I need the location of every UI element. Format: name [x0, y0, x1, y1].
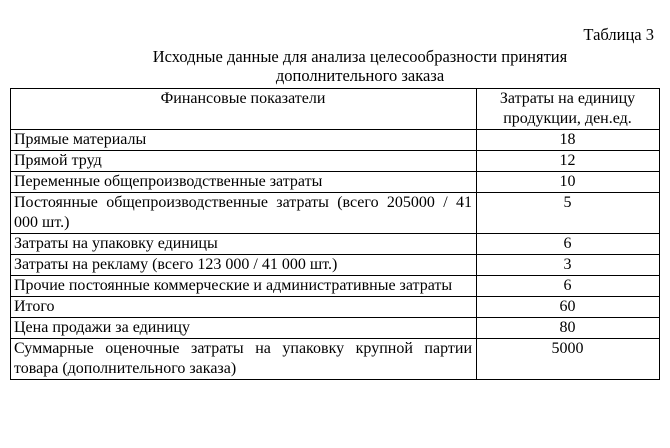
table-row — [11, 172, 660, 193]
header-financial-indicators: Финансовые показатели — [11, 89, 477, 130]
row-label: Суммарные оценочные затраты на упаковку крупной партии товара (дополнительного заказа) — [11, 339, 477, 380]
table-row — [11, 151, 660, 172]
row-label: Постоянные общепроизводственные затраты (всего 205000 / 41 000 шт.) — [11, 193, 477, 234]
row-value: 3 — [477, 255, 660, 276]
table-row — [11, 297, 660, 318]
row-value: 80 — [477, 318, 660, 339]
header-unit-cost-line-2: продукции, ден.ед. — [503, 110, 632, 127]
table-row — [11, 276, 660, 297]
header-unit-cost-line-1: Затраты на единицу — [499, 90, 636, 107]
table-row — [11, 130, 660, 151]
cost-data-table — [10, 88, 660, 380]
row-label: Прямой труд — [11, 151, 477, 172]
table-number: Таблица 3 — [583, 25, 654, 44]
table-title-line-2: дополнительного заказа — [275, 66, 445, 85]
row-label: Итого — [11, 297, 477, 318]
row-label: Затраты на рекламу (всего 123 000 / 41 000 шт.) — [11, 255, 477, 276]
row-label: Прочие постоянные коммерческие и административные затраты — [11, 276, 477, 297]
row-value: 12 — [477, 151, 660, 172]
row-label: Затраты на упаковку единицы — [11, 234, 477, 255]
row-label: Цена продажи за единицу — [11, 318, 477, 339]
row-value: 60 — [477, 297, 660, 318]
row-value: 5000 — [477, 339, 660, 380]
table-row — [11, 255, 660, 276]
table-row — [11, 318, 660, 339]
table-row — [11, 193, 660, 234]
row-value: 5 — [477, 193, 660, 234]
row-label: Переменные общепроизводственные затраты — [11, 172, 477, 193]
row-label: Прямые материалы — [11, 130, 477, 151]
row-value: 6 — [477, 276, 660, 297]
row-value: 18 — [477, 130, 660, 151]
header-unit-cost — [477, 89, 660, 130]
table-row — [11, 234, 660, 255]
row-value: 6 — [477, 234, 660, 255]
table-title — [0, 47, 670, 85]
table-row — [11, 339, 660, 380]
row-value: 10 — [477, 172, 660, 193]
table-header-row — [11, 89, 660, 130]
table-title-line-1: Исходные данные для анализа целесообразности принятия — [152, 47, 568, 66]
